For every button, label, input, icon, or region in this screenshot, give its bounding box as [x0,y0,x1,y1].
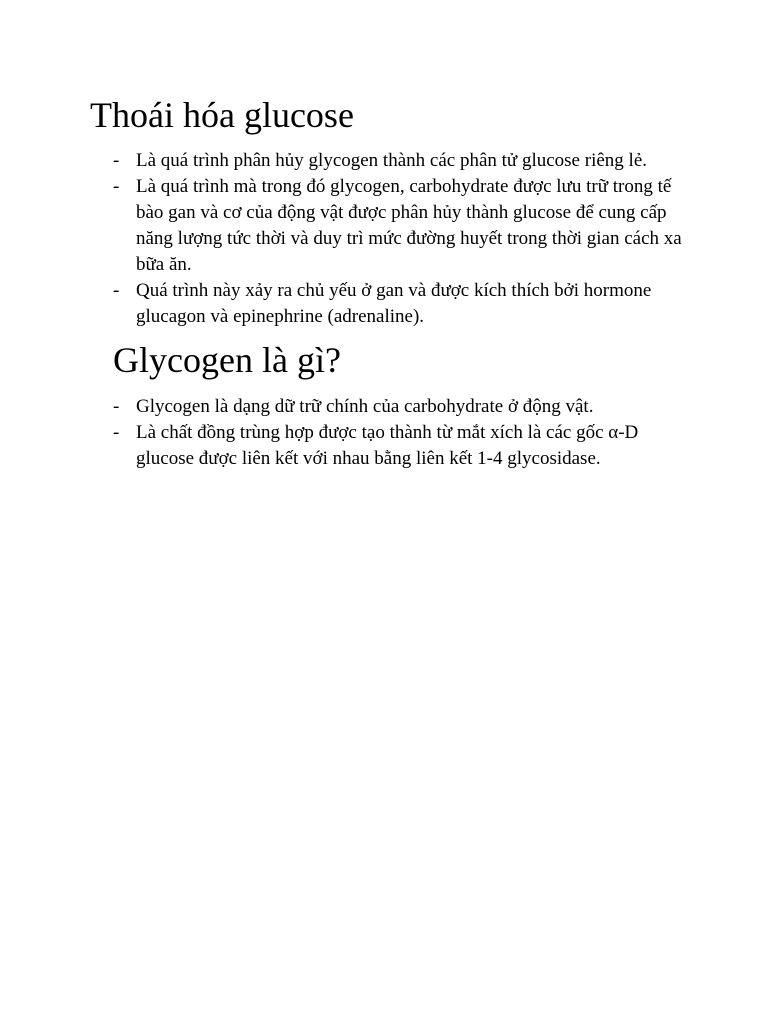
section-heading-glycogenolysis: Thoái hóa glucose [90,95,354,135]
bullet-list-glycogen [113,394,693,472]
dash-bullet: - [113,280,120,301]
dash-bullet: - [113,150,120,171]
list-item-text: Là chất đồng trùng hợp được tạo thành từ mắt xích là các gốc α-D glucose được liên kết với nhau bằng liên kết 1-4 glycosidase. [136,422,639,469]
section-heading-glycogen: Glycogen là gì? [113,340,341,380]
list-item [113,174,693,278]
bullet-list-glycogenolysis [113,148,693,330]
list-item-text: Quá trình này xảy ra chủ yếu ở gan và được kích thích bởi hormone glucagon và epinephrine (adrenaline). [136,280,652,327]
dash-bullet: - [113,176,120,197]
dash-bullet: - [113,396,120,417]
list-item [113,278,693,330]
list-item [113,148,693,174]
list-item [113,394,693,420]
list-item-text: Là quá trình mà trong đó glycogen, carbohydrate được lưu trữ trong tế bào gan và cơ của động vật được phân hủy thành glucose để cung cấp năng lượng tức thời và duy trì mức đường huyết trong thời gian cách xa bữa ăn. [136,176,682,275]
list-item-text: Glycogen là dạng dữ trữ chính của carbohydrate ở động vật. [136,396,594,417]
list-item-text: Là quá trình phân hủy glycogen thành các phân tử glucose riêng lẻ. [136,150,647,171]
dash-bullet: - [113,422,120,443]
list-item [113,420,693,472]
